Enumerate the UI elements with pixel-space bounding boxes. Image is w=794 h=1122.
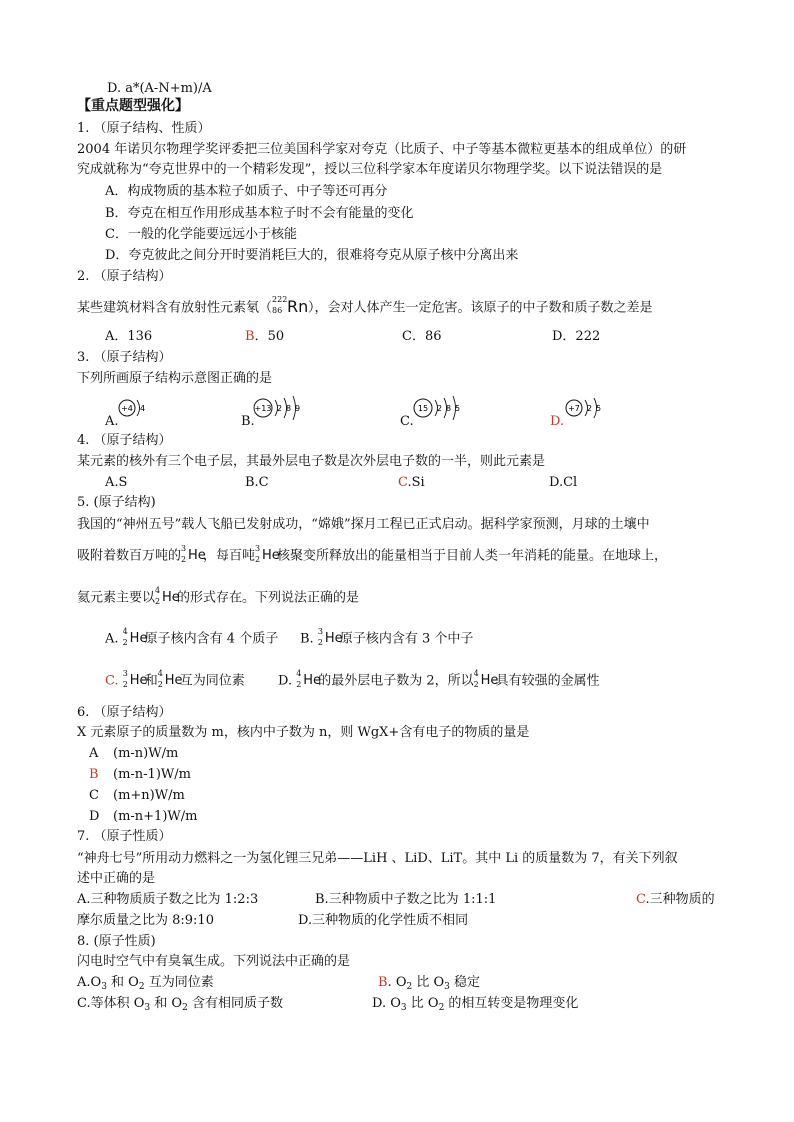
- q7-option-a: A.三种物质质子数之比为 1:2:3: [77, 892, 259, 907]
- q5-stem-line2: [77, 544, 668, 564]
- atom-d-shell-1-count: 2: [587, 404, 593, 413]
- q6-option-d-text: (m-n+1)W/m: [113, 809, 198, 824]
- q5-option-c-mid: 和: [144, 673, 158, 689]
- q4-stem: 某元素的核外有三个电子层，其最外层电子数是次外层电子数的一半，则此元素是: [77, 454, 546, 469]
- atom-b-shell-2-count: 8: [286, 404, 292, 413]
- previous-question-option-d: D. a*(A-N+m)/A: [107, 81, 212, 96]
- helium-4-nuclide: [157, 669, 183, 689]
- q2-stem-pre: 某些建筑材料含有放射性元素氡（: [77, 300, 273, 316]
- q8-stem: 闪电时空气中有臭氧生成。下列说法中正确的是: [77, 954, 351, 969]
- q7-option-c-part1: [636, 893, 715, 906]
- mass-number: 4: [157, 669, 163, 678]
- q4-option-c-text: .Si: [407, 475, 425, 490]
- atom-b-nucleus: +13: [254, 404, 272, 413]
- atomic-number: 2: [157, 680, 163, 689]
- q1-option-a: A．构成物质的基本粒子如质子、中子等还可再分: [105, 184, 388, 199]
- q5-option-d-letter: D.: [278, 673, 293, 689]
- helium-3-nuclide: [181, 544, 206, 564]
- q8-b-sub2: 3: [444, 982, 450, 992]
- atom-diagram-c: [410, 392, 470, 424]
- q1-header: 1. （原子结构、性质）: [77, 121, 211, 136]
- mass-number: 4: [296, 669, 302, 678]
- q6-option-c-text: (m+n)W/m: [113, 788, 185, 803]
- q5-stem-line3-part1: 氦元素主要以: [77, 590, 156, 606]
- q8-a-sub2: 2: [138, 982, 145, 992]
- q8-c-t3: 含有相同质子数: [187, 996, 283, 1011]
- q8-option-b: [378, 976, 480, 992]
- q5-stem-line2-part2: ，每百吨: [203, 548, 256, 564]
- q5-stem-line2-part1: 吸附着数百万吨的: [77, 548, 182, 564]
- q5-option-d: [278, 669, 600, 689]
- q8-c-sub1: 3: [144, 1003, 151, 1013]
- q7-stem-line2: 述中正确的是: [77, 871, 156, 886]
- q6-stem: X 元素原子的质量数为 m，核内中子数为 n，则 WgX+含有电子的物质的量是: [77, 725, 530, 740]
- atomic-number: 2: [181, 555, 187, 564]
- q5-stem-line1: 我国的“神州五号”载人飞船已发射成功，“嫦娥”探月工程已正式启动。据科学家预测，月球的土壤中: [77, 517, 650, 532]
- q7-stem-line1: “神舟七号”所用动力燃料之一为氢化锂三兄弟——LiH 、LiD、LiT。其中 Li 的质量数为 7，有关下列叙: [77, 851, 678, 866]
- mass-number: 3: [181, 544, 187, 553]
- q6-option-a: [89, 747, 178, 760]
- radon-symbol: Rn: [287, 297, 309, 316]
- q1-option-c: C．一般的化学能要远远小于核能: [105, 227, 297, 242]
- q8-option-b-answer-letter: B: [378, 975, 388, 990]
- atom-b-shell-3-count: 9: [295, 404, 301, 413]
- atom-c-shell-2-count: 8: [446, 404, 452, 413]
- atom-d-nucleus: +7: [568, 404, 580, 413]
- q8-a-t2: 和 O: [106, 975, 139, 990]
- atom-a-shell-1-count: 4: [140, 404, 146, 413]
- q3-label-d: D.: [550, 414, 565, 429]
- element-symbol: He: [480, 673, 499, 688]
- q5-stem-line3: [77, 586, 360, 606]
- q6-option-b-letter: B: [89, 767, 99, 782]
- q7-option-c-part2: 摩尔质量之比为 8:9:10: [77, 913, 214, 928]
- radon-nuclide: [272, 295, 309, 316]
- helium-4-nuclide: [296, 669, 322, 689]
- q1-option-d: D．夸克彼此之间分开时要消耗巨大的，很难将夸克从原子核中分离出来: [105, 248, 519, 263]
- atomic-number: 2: [255, 555, 261, 564]
- q5-option-d-mid: 的最外层电子数为 2，所以: [318, 673, 474, 689]
- q6-option-b-text: (m-n-1)W/m: [113, 767, 191, 782]
- q5-header: 5. (原子结构): [77, 495, 156, 510]
- q8-d-sub2: 2: [438, 1003, 445, 1013]
- element-symbol: He: [162, 590, 180, 605]
- element-symbol: He: [129, 631, 148, 646]
- radon-atomic-number: 86: [272, 306, 283, 315]
- q8-a-t3: 互为同位素: [144, 975, 214, 990]
- q8-d-sub1: 3: [400, 1003, 407, 1013]
- q8-b-sub1: 2: [406, 982, 413, 992]
- radon-mass-number: 222: [272, 295, 288, 304]
- q8-d-t1: D. O: [372, 996, 401, 1011]
- atomic-number: 2: [122, 680, 128, 689]
- q8-c-sub2: 2: [182, 1003, 188, 1013]
- element-symbol: He: [129, 673, 148, 688]
- helium-4-nuclide: [155, 586, 180, 606]
- atom-c-shell-3-count: 5: [455, 404, 461, 413]
- q2-stem-post: ），会对人体产生一定危害。该原子的中子数和质子数之差是: [308, 300, 653, 316]
- q6-option-b: [89, 768, 191, 781]
- q8-b-t1: . O: [387, 975, 407, 990]
- q3-stem: 下列所画原子结构示意图正确的是: [77, 371, 273, 386]
- mass-number: 3: [122, 669, 128, 678]
- atomic-number: 2: [122, 638, 128, 647]
- q6-option-a-letter: A: [89, 746, 99, 761]
- q2-option-a: A．136: [105, 329, 153, 344]
- atom-d-shell-2-count: 5: [596, 404, 602, 413]
- q5-option-c-text: 互为同位素: [179, 673, 245, 689]
- q4-header: 4. （原子结构）: [77, 433, 172, 448]
- atom-c-shell-1-count: 2: [437, 404, 443, 413]
- q7-option-c-answer-letter: C: [636, 892, 646, 907]
- helium-3-nuclide: [317, 627, 343, 647]
- section-title: 【重点题型强化】: [77, 98, 189, 114]
- q7-option-c-text: .三种物质的: [645, 892, 715, 907]
- element-symbol: He: [303, 673, 322, 688]
- q2-header: 2. （原子结构）: [77, 269, 172, 284]
- q7-option-d: D.三种物质的化学性质不相同: [298, 913, 469, 928]
- atom-diagram-b: [251, 392, 311, 424]
- q8-d-t2: 比 O: [406, 996, 439, 1011]
- q8-c-t2: 和 O: [150, 996, 183, 1011]
- q6-option-c: [89, 789, 185, 802]
- helium-3-nuclide: [255, 544, 280, 564]
- atom-diagram-a: [115, 392, 155, 424]
- q4-option-a: A.S: [105, 475, 128, 490]
- q2-option-b-text: ．50: [254, 329, 285, 344]
- q8-a-t1: A.O: [77, 975, 102, 990]
- atomic-number: 2: [296, 680, 302, 689]
- atom-diagram-d: [562, 392, 612, 424]
- element-symbol: He: [324, 631, 343, 646]
- q2-option-d: D．222: [552, 329, 601, 344]
- q7-header: 7. （原子性质）: [77, 829, 172, 844]
- q3-label-b: B.: [241, 414, 255, 429]
- q5-option-a-text: 原子核内含有 4 个质子: [144, 631, 279, 647]
- q6-option-d-letter: D: [89, 809, 100, 824]
- q4-option-c-answer-letter: C: [398, 475, 408, 490]
- atom-a-nucleus: +4: [121, 404, 133, 413]
- q2-option-b-answer-letter: B: [245, 329, 255, 344]
- q4-option-d: D.Cl: [549, 475, 578, 490]
- helium-3-nuclide: [122, 669, 148, 689]
- q5-stem-line3-part2: 的形式存在。下列说法正确的是: [177, 590, 360, 606]
- q8-a-sub1: 3: [101, 982, 107, 992]
- q8-b-t2: 比 O: [412, 975, 445, 990]
- q2-stem: [77, 295, 653, 316]
- q5-option-b-text: 原子核内含有 3 个中子: [339, 631, 474, 647]
- q8-option-a: [77, 976, 214, 992]
- q8-d-t3: 的相互转变是物理变化: [444, 996, 579, 1011]
- mass-number: 4: [122, 627, 128, 636]
- mass-number: 4: [155, 586, 161, 595]
- element-symbol: He: [188, 548, 206, 563]
- atom-c-nucleus: 15: [417, 404, 429, 413]
- q5-option-c-letter: C.: [105, 673, 119, 689]
- q5-option-a: [105, 627, 279, 647]
- q5-option-d-text: 具有较强的金属性: [495, 673, 600, 689]
- q3-header: 3. （原子结构）: [77, 350, 172, 365]
- q4-option-c: [398, 476, 425, 489]
- atomic-number: 2: [473, 680, 479, 689]
- mass-number: 3: [317, 627, 323, 636]
- helium-4-nuclide: [122, 627, 148, 647]
- q7-option-b: B.三种物质中子数之比为 1:1:1: [315, 892, 497, 907]
- atomic-number: 2: [317, 638, 323, 647]
- element-symbol: He: [262, 548, 280, 563]
- mass-number: 3: [255, 544, 261, 553]
- q3-label-a: A.: [105, 414, 119, 429]
- helium-4-nuclide: [473, 669, 499, 689]
- q5-option-a-letter: A.: [105, 631, 119, 647]
- q1-stem-line1: 2004 年诺贝尔物理学奖评委把三位美国科学家对夸克（比质子、中子等基本微粒更基本的组成单位）的研: [77, 142, 687, 157]
- mass-number: 4: [473, 669, 479, 678]
- q5-stem-line2-part3: 核聚变所释放出的能量相当于目前人类一年消耗的能量。在地球上，: [277, 548, 668, 564]
- q8-header: 8. (原子性质): [77, 934, 156, 949]
- q1-stem-line2: 究成就称为“夸克世界中的一个精彩发现”，授以三位科学家本年度诺贝尔物理学奖。以下说法错误的是: [77, 162, 663, 177]
- q8-option-c: [77, 997, 283, 1013]
- q8-b-t3: 稳定: [449, 975, 481, 990]
- q2-option-b: [245, 330, 284, 343]
- q6-option-c-letter: C: [89, 788, 99, 803]
- q8-c-t1: C.等体积 O: [77, 996, 145, 1011]
- q6-option-d: [89, 810, 197, 823]
- q1-option-b: B．夸克在相互作用形成基本粒子时不会有能量的变化: [105, 206, 414, 221]
- q5-option-c: [105, 669, 245, 689]
- q6-option-a-text: (m-n)W/m: [113, 746, 179, 761]
- element-symbol: He: [164, 673, 183, 688]
- q5-option-b-letter: B.: [300, 631, 314, 647]
- q6-header: 6. （原子结构）: [77, 705, 172, 720]
- q8-option-d: [372, 997, 578, 1013]
- q3-label-c: C.: [400, 414, 414, 429]
- q5-option-b: [300, 627, 474, 647]
- atomic-number: 2: [155, 597, 161, 606]
- atom-b-shell-1-count: 2: [277, 404, 283, 413]
- q2-option-c: C．86: [402, 329, 442, 344]
- q4-option-b: B.C: [245, 475, 269, 490]
